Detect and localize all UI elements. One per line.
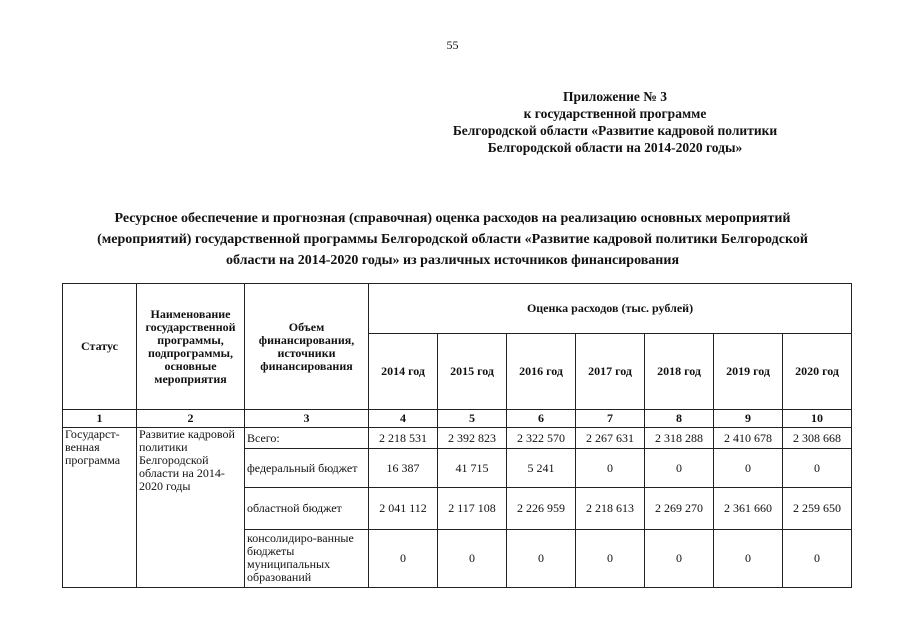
value-cell: 2 269 270 — [645, 488, 714, 530]
document-title — [60, 208, 845, 271]
value-cell: 2 117 108 — [438, 488, 507, 530]
column-number: 9 — [714, 410, 783, 428]
value-cell: 2 322 570 — [507, 428, 576, 449]
header-program-name: Наименование государственной программы, подпрограммы, основные мероприятия — [137, 284, 245, 410]
source-cell: федеральный бюджет — [245, 449, 369, 488]
value-cell: 2 361 660 — [714, 488, 783, 530]
column-number: 2 — [137, 410, 245, 428]
value-cell: 2 392 823 — [438, 428, 507, 449]
value-cell: 2 041 112 — [369, 488, 438, 530]
source-cell: Всего: — [245, 428, 369, 449]
header-year: 2016 год — [507, 334, 576, 410]
appendix-line-2: к государственной программе — [523, 106, 707, 121]
header-year: 2017 год — [576, 334, 645, 410]
value-cell: 0 — [645, 449, 714, 488]
header-year: 2014 год — [369, 334, 438, 410]
value-cell: 0 — [714, 530, 783, 588]
value-cell: 0 — [369, 530, 438, 588]
title-line-2: (мероприятий) государственной программы Белгородской области «Развитие кадровой политики Белгородской — [97, 232, 808, 247]
value-cell: 0 — [783, 530, 852, 588]
header-year: 2018 год — [645, 334, 714, 410]
column-number-row — [63, 410, 852, 428]
appendix-line-4: Белгородской области на 2014-2020 годы» — [487, 140, 743, 155]
value-cell: 2 226 959 — [507, 488, 576, 530]
column-number: 6 — [507, 410, 576, 428]
value-cell: 0 — [576, 449, 645, 488]
column-number: 7 — [576, 410, 645, 428]
table-row — [63, 428, 852, 449]
appendix-line-1: Приложение № 3 — [563, 89, 667, 104]
appendix-header — [430, 88, 800, 156]
column-number: 10 — [783, 410, 852, 428]
value-cell: 5 241 — [507, 449, 576, 488]
column-number: 8 — [645, 410, 714, 428]
value-cell: 0 — [576, 530, 645, 588]
header-funding-volume: Объем финансирования, источники финансирования — [245, 284, 369, 410]
value-cell: 41 715 — [438, 449, 507, 488]
value-cell: 16 387 — [369, 449, 438, 488]
value-cell: 2 218 531 — [369, 428, 438, 449]
header-status: Статус — [63, 284, 137, 410]
column-number: 1 — [63, 410, 137, 428]
source-cell: консолидиро-ванные бюджеты муниципальных образований — [245, 530, 369, 588]
finance-table — [62, 283, 852, 588]
header-year: 2020 год — [783, 334, 852, 410]
status-cell: Государст-венная программа — [63, 428, 137, 588]
value-cell: 0 — [438, 530, 507, 588]
value-cell: 2 259 650 — [783, 488, 852, 530]
value-cell: 0 — [714, 449, 783, 488]
page-number: 55 — [446, 38, 459, 52]
column-number: 4 — [369, 410, 438, 428]
value-cell: 2 410 678 — [714, 428, 783, 449]
header-year: 2015 год — [438, 334, 507, 410]
appendix-line-3: Белгородской области «Развитие кадровой политики — [452, 123, 778, 138]
column-number: 5 — [438, 410, 507, 428]
header-year: 2019 год — [714, 334, 783, 410]
value-cell: 0 — [507, 530, 576, 588]
source-cell: областной бюджет — [245, 488, 369, 530]
value-cell: 2 267 631 — [576, 428, 645, 449]
program-name-cell: Развитие кадровой политики Белгородской области на 2014-2020 годы — [137, 428, 245, 588]
value-cell: 2 308 668 — [783, 428, 852, 449]
header-expense-estimate: Оценка расходов (тыс. рублей) — [369, 284, 852, 334]
column-number: 3 — [245, 410, 369, 428]
value-cell: 0 — [783, 449, 852, 488]
title-line-3: области на 2014-2020 годы» из различных источников финансирования — [225, 253, 680, 268]
value-cell: 2 318 288 — [645, 428, 714, 449]
value-cell: 0 — [645, 530, 714, 588]
value-cell: 2 218 613 — [576, 488, 645, 530]
title-line-1: Ресурсное обеспечение и прогнозная (справочная) оценка расходов на реализацию основных мероприятий — [114, 211, 791, 226]
